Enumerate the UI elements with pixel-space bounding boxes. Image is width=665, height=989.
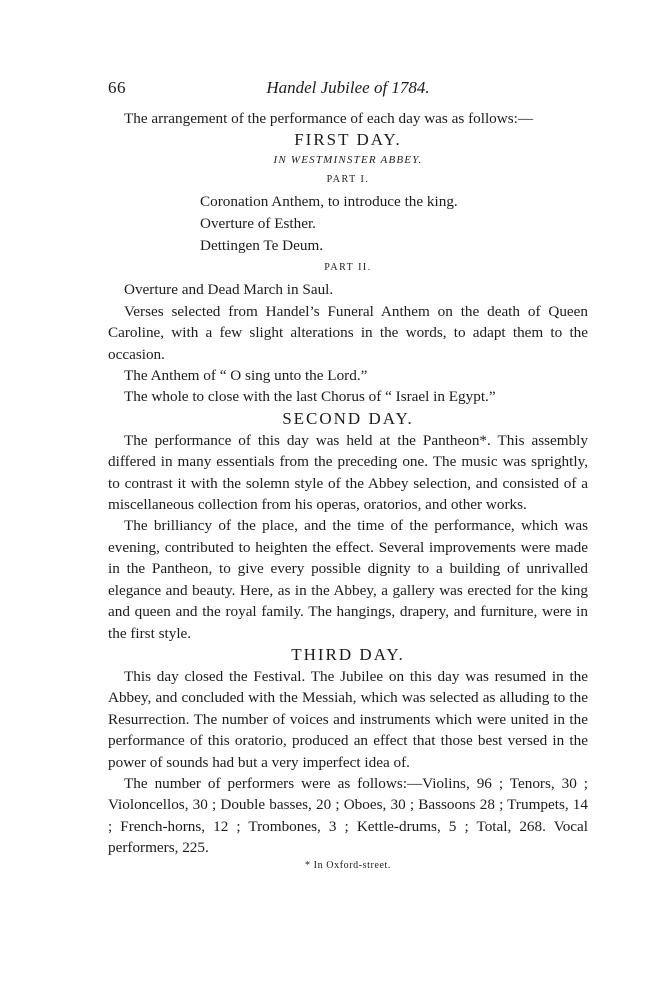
book-page xyxy=(108,78,588,883)
part-2-heading: PART II. xyxy=(324,262,372,274)
part-1-program-list xyxy=(108,191,588,257)
second-day-heading: SECOND DAY. xyxy=(282,408,414,428)
part-2-paragraph: The whole to close with the last Chorus of “ Israel in Egypt.” xyxy=(124,388,496,406)
page-number: 66 xyxy=(108,78,126,97)
program-item: Dettingen Te Deum. xyxy=(200,237,324,255)
page-header xyxy=(108,78,588,108)
footnote: * In Oxford-street. xyxy=(304,859,392,871)
part-2-paragraph: Verses selected from Handel’s Funeral Anthem on the death of Queen Caroline, with a few slight alterations in the words, to adapt them to the occasion. xyxy=(108,302,588,363)
third-day-paragraph: The number of performers were as follows:—Violins, 96 ; Tenors, 30 ; Violoncellos, 30 ; Double basses, 20 ; Oboes, 30 ; Bassoons 28 ; Trumpets, 14 ; French-horns, 12 ; Trombones, 3 ; Kettle-drums, 5 ; Total, 268. Vocal performers, 225. xyxy=(108,774,588,857)
part-2-paragraph: Overture and Dead March in Saul. xyxy=(124,281,334,299)
second-day-paragraph: The brilliancy of the place, and the time of the performance, which was evening, contributed to heighten the effect. Several improvements were made in the Pantheon, to give every possible dignity to a building of unrivalled elegance and beauty. Here, as in the Abbey, a gallery was erected for the king and queen and the royal family. The hangings, drapery, and furniture, were in the first style. xyxy=(108,517,588,642)
part-2-paragraph: The Anthem of “ O sing unto the Lord.” xyxy=(124,367,368,385)
intro-paragraph: The arrangement of the performance of each day was as follows:— xyxy=(124,110,534,127)
part-1-heading: PART I. xyxy=(326,174,370,186)
first-day-location: IN WESTMINSTER ABBEY. xyxy=(273,154,423,167)
running-head: Handel Jubilee of 1784. xyxy=(266,78,430,97)
third-day-heading: THIRD DAY. xyxy=(291,644,405,664)
second-day-paragraph: The performance of this day was held at the Pantheon*. This assembly differed in many essentials from the preceding one. The music was sprightly, to contrast it with the solemn style of the Abbey selection, and consisted of a miscellaneous collection from his operas, oratorios, and other works. xyxy=(108,431,588,514)
first-day-heading: FIRST DAY. xyxy=(294,130,402,150)
program-item: Coronation Anthem, to introduce the king. xyxy=(200,193,458,211)
program-item: Overture of Esther. xyxy=(200,215,316,233)
third-day-paragraph: This day closed the Festival. The Jubilee on this day was resumed in the Abbey, and concluded with the Messiah, which was selected as alluding to the Resurrection. The number of voices and instruments which were united in the performance of this oratorio, produced an effect that those best versed in the power of sounds had but a very imperfect idea of. xyxy=(108,667,588,771)
